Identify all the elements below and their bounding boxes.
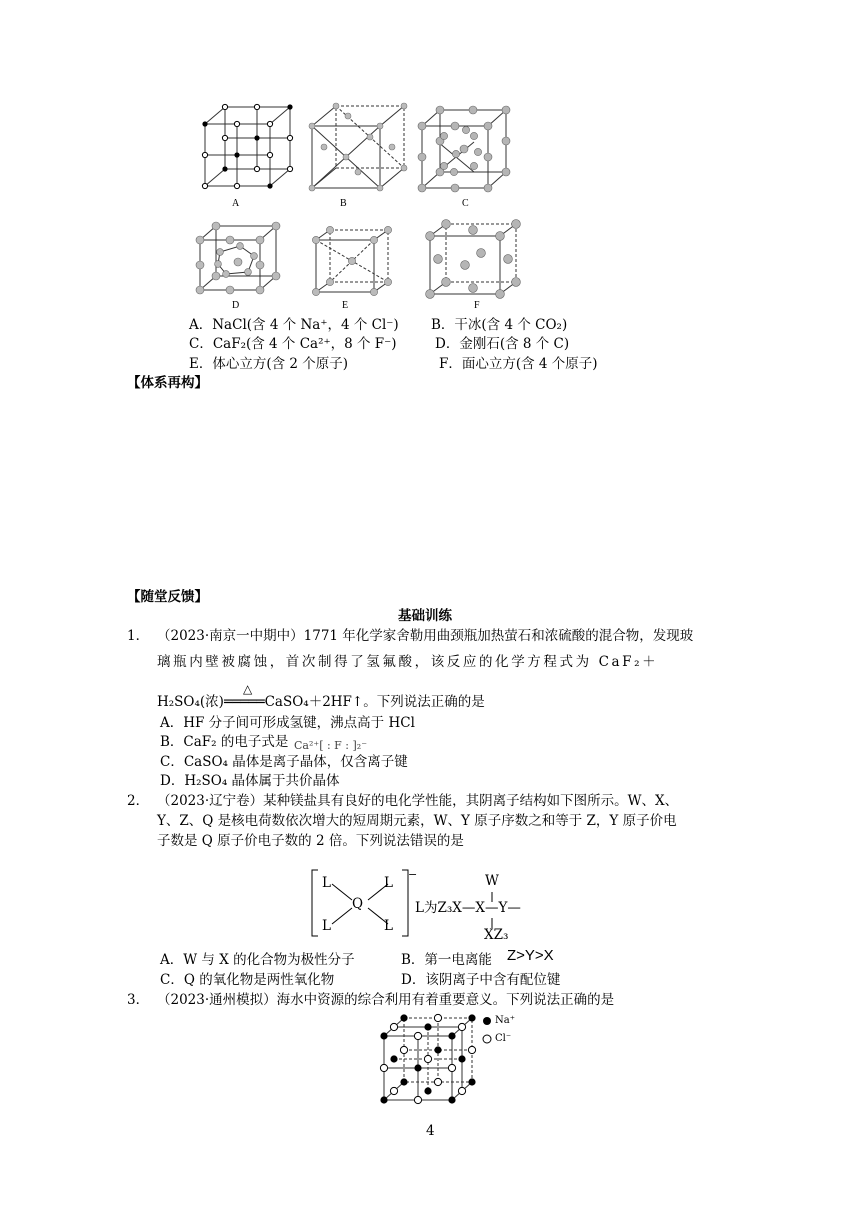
figure-label-c: C xyxy=(462,198,469,209)
option-a-nacl: A．NaCl(含 4 个 Na⁺，4 个 Cl⁻) xyxy=(189,317,399,333)
q1-option-b: B．CaF₂ 的电子式是 xyxy=(160,734,289,750)
crystal-figure-a xyxy=(200,102,295,192)
q2-struct-w: W xyxy=(485,873,499,889)
option-f-fcc: F．面心立方(含 4 个原子) xyxy=(439,356,598,372)
crystal-figure-c xyxy=(418,106,510,192)
q1-option-c: C．CaSO₄ 晶体是离子晶体，仅含离子键 xyxy=(160,754,408,770)
q2-option-c: C．Q 的氧化物是两性氧化物 xyxy=(160,972,335,988)
q2-number: 2． xyxy=(127,793,150,809)
section-title-feedback: 【随堂反馈】 xyxy=(127,589,208,605)
q2-line-1: （2023·辽宁卷）某种镁盐具有良好的电化学性能，其阴离子结构如下图所示。W、X、 xyxy=(157,793,679,809)
q2-struct-ligand: L为Z₃X—X—Y— xyxy=(415,900,521,916)
figure-label-e: E xyxy=(342,300,349,311)
q1-line-1: （2023·南京一中期中）1771 年化学家舍勒用曲颈瓶加热萤石和浓硫酸的混合物，发现玻 xyxy=(157,628,694,644)
option-b-dry-ice: B．干冰(含 4 个 CO₂) xyxy=(431,317,568,333)
q3-legend-na-marker xyxy=(482,1016,492,1026)
q3-legend-cl-marker xyxy=(482,1034,492,1044)
crystal-figure-e xyxy=(312,226,392,296)
q1-option-b-formula: Ca²⁺[ : F : ]₂⁻ xyxy=(294,739,368,752)
q2-struct-xz3: XZ₃ xyxy=(484,927,509,943)
q2-option-b-tail: Z>Y>X xyxy=(507,947,554,964)
page-number: 4 xyxy=(426,1123,435,1139)
section-title-basic: 基础训练 xyxy=(398,608,452,624)
option-c-caf2: C．CaF₂(含 4 个 Ca²⁺，8 个 F⁻) xyxy=(189,336,397,352)
q2-struct-l-br: L xyxy=(384,918,393,934)
q3-nacl-lattice xyxy=(378,1012,478,1104)
section-title-system: 【体系再构】 xyxy=(127,375,208,391)
q3-line-1: （2023·通州模拟）海水中资源的综合利用有着重要意义。下列说法正确的是 xyxy=(157,992,615,1008)
q1-option-a: A．HF 分子间可形成氢键，沸点高于 HCl xyxy=(160,715,415,731)
q2-option-a: A．W 与 X 的化合物为极性分子 xyxy=(160,952,355,968)
q2-line-3: 子数是 Q 原子价电子数的 2 倍。下列说法错误的是 xyxy=(157,833,464,849)
q2-struct-minus: − xyxy=(408,868,418,881)
option-d-diamond: D．金刚石(含 8 个 C) xyxy=(435,336,570,352)
q3-legend-na-label: Na⁺ xyxy=(495,1015,515,1026)
crystal-figure-f xyxy=(426,220,520,298)
q3-legend-cl-label: Cl⁻ xyxy=(495,1033,512,1044)
q1-delta: △ xyxy=(243,682,253,696)
figure-label-b: B xyxy=(340,198,347,209)
q1-line-2: 璃瓶内壁被腐蚀，首次制得了氢氟酸，该反应的化学方程式为 CaF₂＋ xyxy=(157,654,659,670)
figure-label-a: A xyxy=(232,198,240,209)
q2-struct-q: Q xyxy=(352,896,364,912)
figure-label-f: F xyxy=(474,300,480,311)
q2-struct-l-tl: L xyxy=(322,875,331,891)
figure-label-d: D xyxy=(232,300,240,311)
q1-number: 1． xyxy=(127,628,150,644)
q1-line-3: H₂SO₄(浓)═════CaSO₄＋2HF↑。下列说法正确的是 xyxy=(157,694,485,710)
q3-number: 3． xyxy=(127,992,150,1008)
crystal-figure-b xyxy=(308,100,408,192)
q2-struct-l-tr: L xyxy=(384,875,393,891)
q2-option-b: B．第一电离能 xyxy=(401,952,492,968)
q1-option-d: D．H₂SO₄ 晶体属于共价晶体 xyxy=(160,773,340,789)
q2-struct-l-bl: L xyxy=(322,918,331,934)
crystal-figure-d xyxy=(196,222,280,294)
option-e-bcc: E．体心立方(含 2 个原子) xyxy=(189,356,349,372)
q2-option-d: D．该阴离子中含有配位键 xyxy=(401,972,561,988)
q2-line-2: Y、Z、Q 是核电荷数依次增大的短周期元素，W、Y 原子序数之和等于 Z，Y 原子价电 xyxy=(157,813,677,829)
